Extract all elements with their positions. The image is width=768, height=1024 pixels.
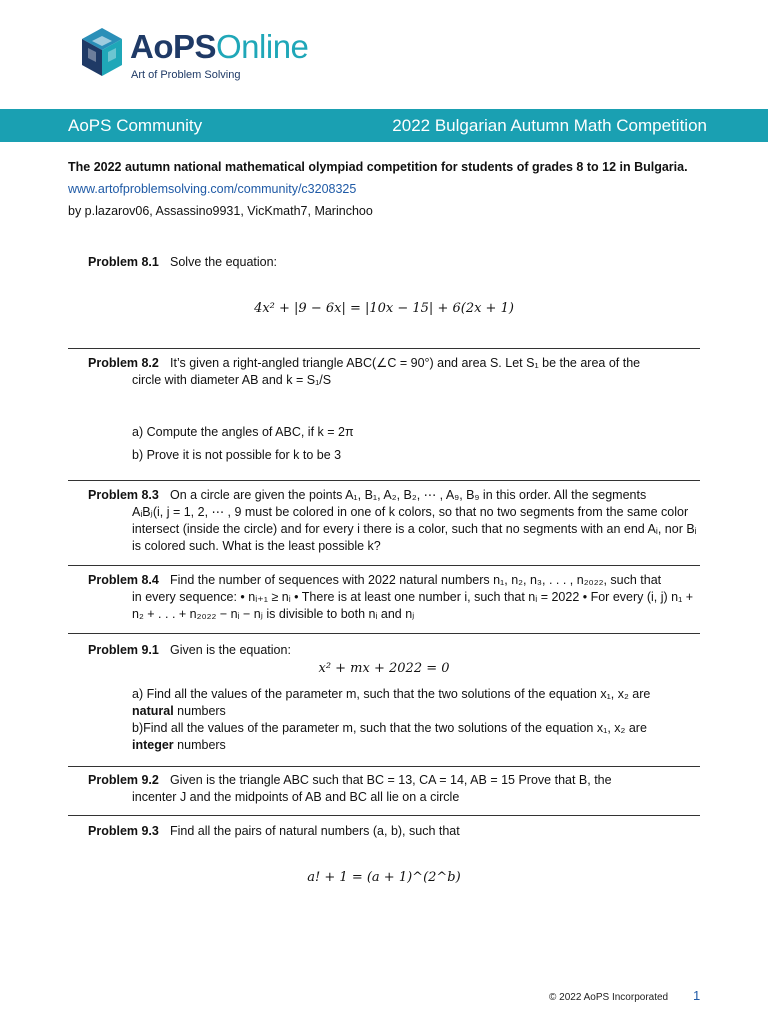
part-a-end: numbers xyxy=(177,704,226,718)
problem-8-1 xyxy=(68,254,700,317)
problem-part-a xyxy=(68,686,700,720)
problem-9-3 xyxy=(68,823,700,886)
problem-divider xyxy=(68,815,700,816)
problem-equation: 4x² + |9 − 6x| = |10x − 15| + 6(2x + 1) xyxy=(254,301,514,316)
problem-label: Problem 8.1 xyxy=(88,255,159,269)
authors-line: by p.lazarov06, Assassino9931, VicKmath7, Marinchoo xyxy=(68,204,373,218)
part-b-end: numbers xyxy=(177,738,226,752)
problem-divider xyxy=(68,480,700,481)
problem-equation: a! + 1 = (a + 1)^(2^b) xyxy=(307,870,461,885)
problem-divider xyxy=(68,565,700,566)
problem-part-b xyxy=(68,720,700,754)
problem-8-4 xyxy=(68,572,700,623)
part-a-text: a) Find all the values of the parameter m, such that the two solutions of the equation x₁, x₂ are xyxy=(132,687,651,701)
problem-text-line2: incenter J and the midpoints of AB and BC all lie on a circle xyxy=(132,790,460,804)
problem-text-line1: Find the number of sequences with 2022 natural numbers n₁, n₂, n₃, . . . , n₂₀₂₂, such that xyxy=(170,573,662,587)
problem-text-line2: circle with diameter AB and k = S₁/S xyxy=(132,373,332,387)
problem-divider xyxy=(68,766,700,767)
problem-label: Problem 9.1 xyxy=(88,643,159,657)
intro-block xyxy=(68,156,708,222)
problem-text-rest: in every sequence: • nᵢ₊₁ ≥ nᵢ • There is at least one number i, such that nᵢ = 2022 • For every (i, j) n₁ + n₂ + . . . + n₂₀₂₂ − nᵢ − nⱼ is divisible to both nᵢ and nⱼ xyxy=(132,590,694,621)
problem-text: Given is the equation: xyxy=(170,643,291,657)
problem-divider xyxy=(68,348,700,349)
problem-label: Problem 8.4 xyxy=(88,573,159,587)
part-b-bold: integer xyxy=(132,738,174,752)
problem-part-b: b) Prove it is not possible for k to be 3 xyxy=(132,448,342,462)
header-banner xyxy=(0,109,768,142)
page-number: 1 xyxy=(693,988,701,1003)
problem-equation: x² + mx + 2022 = 0 xyxy=(318,661,450,676)
problem-9-2 xyxy=(68,772,700,806)
logo-wordmark xyxy=(130,28,308,66)
problem-label: Problem 9.3 xyxy=(88,824,159,838)
problem-label: Problem 9.2 xyxy=(88,773,159,787)
logo-brand: AoPS xyxy=(130,28,217,65)
problem-part-a: a) Compute the angles of ABC, if k = 2π xyxy=(132,425,354,439)
problem-8-2 xyxy=(68,355,700,464)
footer-copyright: © 2022 AoPS Incorporated xyxy=(549,992,669,1003)
problem-divider xyxy=(68,633,700,634)
problem-text-line1: It’s given a right-angled triangle ABC(∠C = 90°) and area S. Let S₁ be the area of the xyxy=(170,356,641,370)
problem-text-line1: On a circle are given the points A₁, B₁, A₂, B₂, ⋯ , A₉, B₉ in this order. All the segments xyxy=(170,488,647,502)
problem-9-1 xyxy=(68,642,700,754)
banner-competition-title: 2022 Bulgarian Autumn Math Competition xyxy=(392,116,707,135)
problem-label: Problem 8.2 xyxy=(88,356,159,370)
problem-label: Problem 8.3 xyxy=(88,488,159,502)
aops-logo xyxy=(80,26,340,86)
problem-text: Solve the equation: xyxy=(170,255,278,269)
problem-text: Find all the pairs of natural numbers (a, b), such that xyxy=(170,824,460,838)
problem-8-3 xyxy=(68,487,700,555)
community-link[interactable]: www.artofproblemsolving.com/community/c3208325 xyxy=(68,182,357,196)
part-b-text: b)Find all the values of the parameter m, such that the two solutions of the equation x₁, x₂ are xyxy=(132,721,647,735)
logo-tagline: Art of Problem Solving xyxy=(131,69,241,81)
banner-community: AoPS Community xyxy=(68,116,203,135)
cube-logo-icon xyxy=(80,26,124,80)
problem-text-line1: Given is the triangle ABC such that BC = 13, CA = 14, AB = 15 Prove that B, the xyxy=(170,773,612,787)
problem-text-rest: AᵢBⱼ(i, j = 1, 2, ⋯ , 9 must be colored in one of k colors, so that no two segments from the same color intersect (inside the circle) and for every i there is a color, such that no segments with an end Aᵢ, nor Bᵢ is colored such. What is the least possible k? xyxy=(132,505,697,553)
logo-brand-suffix: Online xyxy=(216,28,309,65)
competition-description: The 2022 autumn national mathematical olympiad competition for students of grades 8 to 12 in Bulgaria. xyxy=(68,160,688,174)
part-a-bold: natural xyxy=(132,704,174,718)
